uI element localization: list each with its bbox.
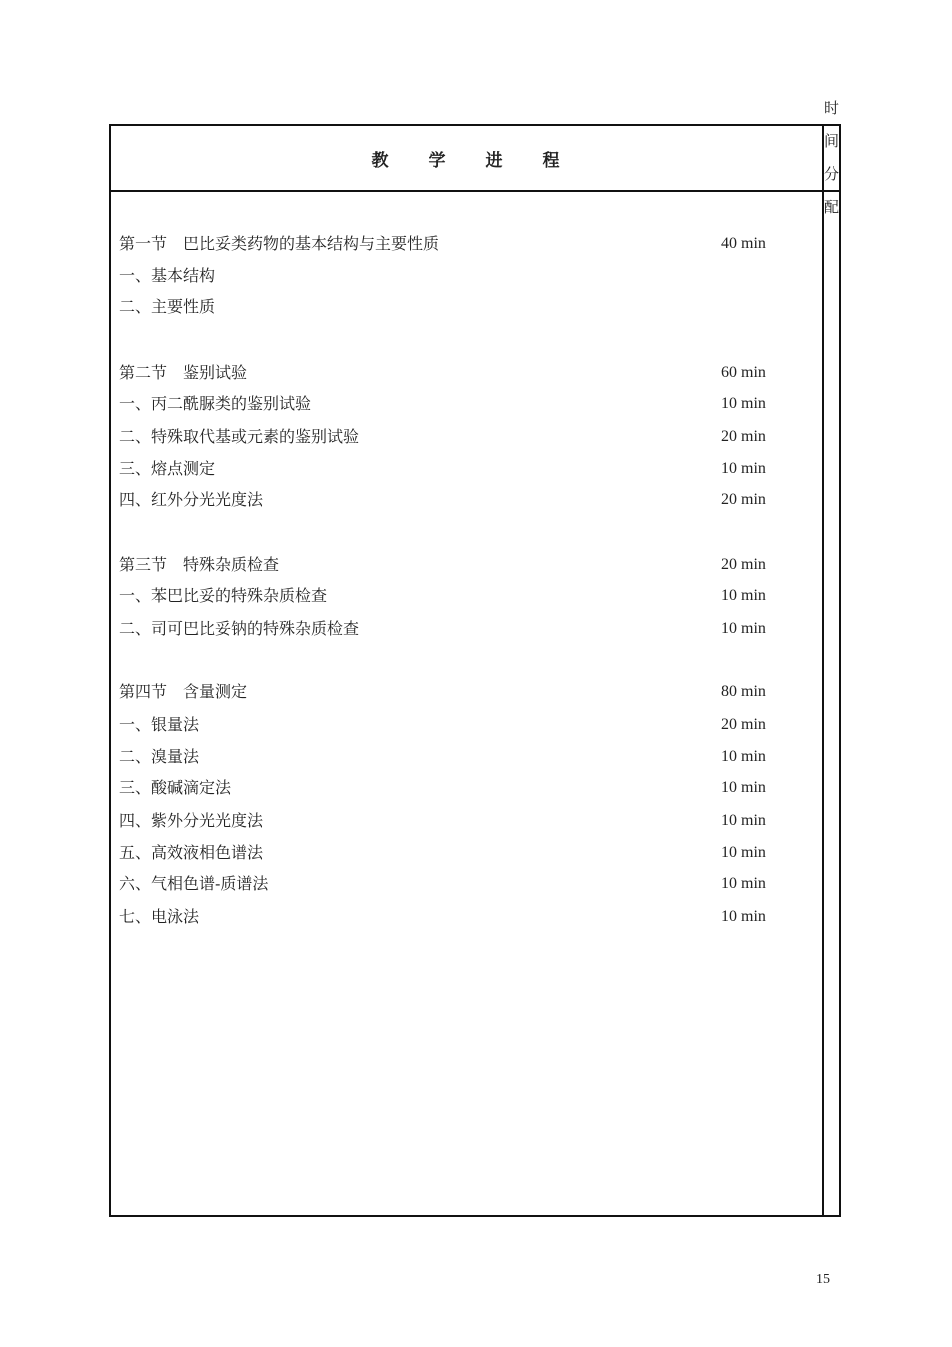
table-row bbox=[111, 553, 839, 577]
row-item: 二、溴量法 bbox=[119, 747, 200, 766]
row-item: 四、红外分光光度法 bbox=[119, 490, 264, 509]
row-time: 10 min bbox=[721, 844, 766, 861]
row-item: 第四节 含量测定 bbox=[119, 682, 248, 701]
header-divider bbox=[111, 190, 839, 192]
row-time: 20 min bbox=[721, 491, 766, 508]
table-row bbox=[111, 809, 839, 833]
column-divider bbox=[822, 126, 824, 1215]
table-row bbox=[111, 361, 839, 385]
table-row bbox=[111, 617, 839, 641]
row-time: 10 min bbox=[721, 748, 766, 765]
row-item: 一、丙二酰脲类的鉴别试验 bbox=[119, 394, 312, 413]
header-time-line2: 分配 bbox=[824, 165, 840, 216]
row-time: 10 min bbox=[721, 620, 766, 637]
table-row bbox=[111, 841, 839, 865]
row-item: 七、电泳法 bbox=[119, 907, 200, 926]
row-item: 二、特殊取代基或元素的鉴别试验 bbox=[119, 427, 360, 446]
table-row bbox=[111, 680, 839, 704]
row-time: 10 min bbox=[721, 587, 766, 604]
row-item: 六、气相色谱-质谱法 bbox=[119, 874, 269, 893]
row-time: 10 min bbox=[721, 460, 766, 477]
table-header-time bbox=[824, 99, 840, 216]
row-time: 10 min bbox=[721, 908, 766, 925]
table-row bbox=[111, 392, 839, 416]
row-time: 40 min bbox=[721, 235, 766, 252]
row-item: 三、熔点测定 bbox=[119, 459, 216, 478]
table-row bbox=[111, 264, 839, 288]
row-time: 20 min bbox=[721, 556, 766, 573]
row-time: 80 min bbox=[721, 683, 766, 700]
row-item: 第一节 巴比妥类药物的基本结构与主要性质 bbox=[119, 234, 440, 253]
table-header-title bbox=[111, 126, 822, 190]
table-row bbox=[111, 776, 839, 800]
row-time: 20 min bbox=[721, 716, 766, 733]
row-item: 二、主要性质 bbox=[119, 297, 216, 316]
row-time: 10 min bbox=[721, 812, 766, 829]
table-row bbox=[111, 584, 839, 608]
row-item: 五、高效液相色谱法 bbox=[119, 843, 264, 862]
table-row bbox=[111, 488, 839, 512]
row-time: 10 min bbox=[721, 779, 766, 796]
table-row bbox=[111, 713, 839, 737]
row-time: 10 min bbox=[721, 395, 766, 412]
row-item: 二、司可巴比妥钠的特殊杂质检查 bbox=[119, 619, 360, 638]
row-item: 三、酸碱滴定法 bbox=[119, 778, 232, 797]
table-row bbox=[111, 295, 839, 319]
header-char: 进 bbox=[485, 150, 505, 171]
table-row bbox=[111, 232, 839, 256]
header-char: 程 bbox=[542, 150, 562, 171]
row-item: 一、银量法 bbox=[119, 715, 200, 734]
header-char: 学 bbox=[428, 150, 448, 171]
row-item: 一、苯巴比妥的特殊杂质检查 bbox=[119, 586, 328, 605]
table-row bbox=[111, 745, 839, 769]
row-item: 第三节 特殊杂质检查 bbox=[119, 555, 280, 574]
header-time-line1: 时间 bbox=[824, 99, 840, 150]
row-item: 第二节 鉴别试验 bbox=[119, 363, 248, 382]
schedule-table bbox=[109, 99, 841, 1217]
header-char: 教 bbox=[371, 150, 391, 171]
row-time: 20 min bbox=[721, 428, 766, 445]
row-time: 60 min bbox=[721, 364, 766, 381]
row-item: 四、紫外分光光度法 bbox=[119, 811, 264, 830]
row-item: 一、基本结构 bbox=[119, 266, 216, 285]
table-row bbox=[111, 872, 839, 896]
page-number: 15 bbox=[816, 1272, 830, 1287]
table-row bbox=[111, 457, 839, 481]
row-time: 10 min bbox=[721, 875, 766, 892]
table-row bbox=[111, 905, 839, 929]
table-row bbox=[111, 425, 839, 449]
